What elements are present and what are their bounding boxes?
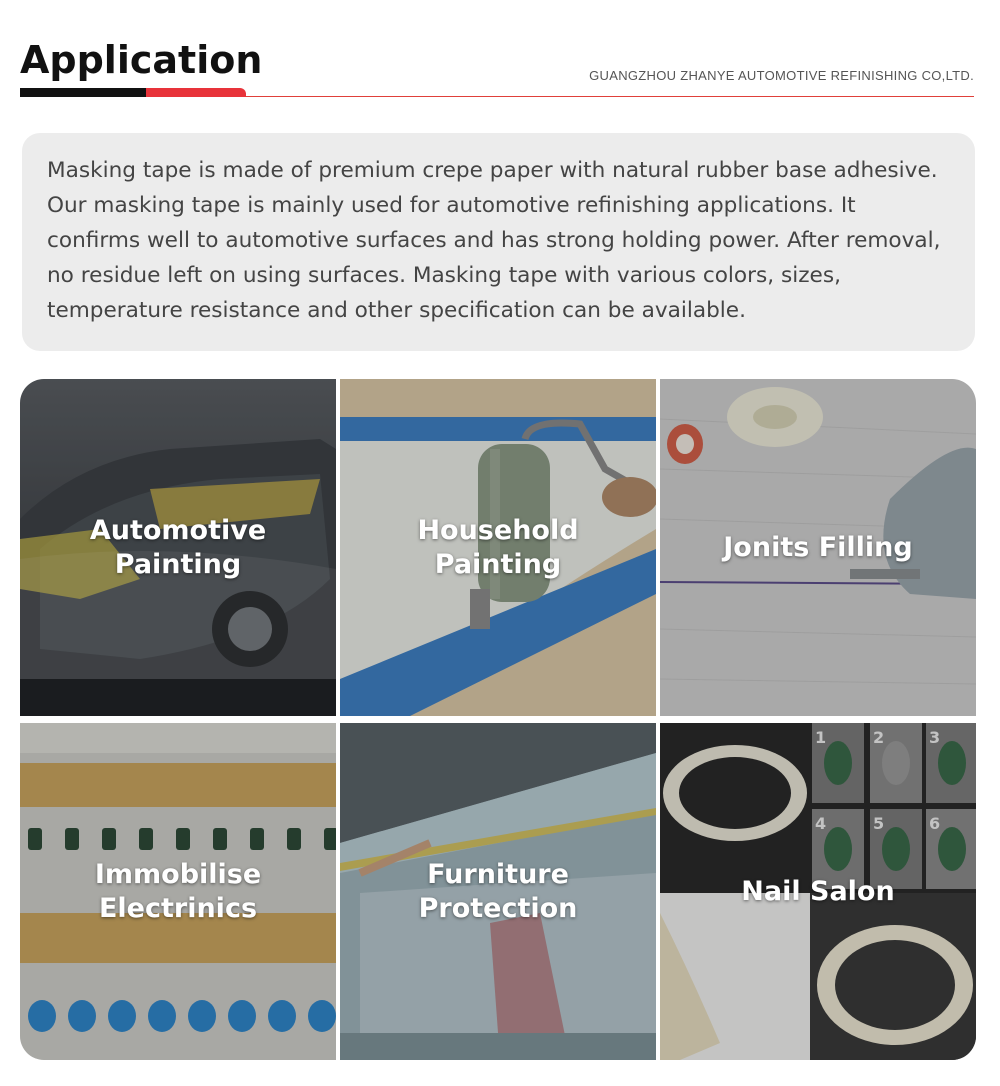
tile-label: Household Painting <box>417 514 579 580</box>
nail-step-4-number: 4 <box>815 814 827 833</box>
application-tile-automotive-painting[interactable] <box>20 379 336 716</box>
nail-step-3-number: 3 <box>929 728 941 747</box>
application-tile-nail-salon[interactable] <box>660 723 976 1060</box>
tile-label: Jonits Filling <box>723 531 913 563</box>
tile-label: Nail Salon <box>741 875 895 907</box>
title-underline-black <box>20 88 148 97</box>
company-name: GUANGZHOU ZHANYE AUTOMOTIVE REFINISHING CO,LTD. <box>589 68 974 83</box>
application-tile-household-painting[interactable] <box>340 379 656 716</box>
section-header <box>0 0 1000 100</box>
nail-step-5-number: 5 <box>873 814 885 833</box>
nail-step-6-number: 6 <box>929 814 941 833</box>
title-underline-red <box>146 88 246 97</box>
application-tile-joints-filling[interactable] <box>660 379 976 716</box>
nail-step-1-number: 1 <box>815 728 827 747</box>
intro-panel <box>22 133 975 351</box>
application-grid <box>20 379 976 1060</box>
tile-label: Furniture Protection <box>418 858 578 924</box>
tile-label: Immobilise Electrinics <box>94 858 262 924</box>
page-title: Application <box>20 38 263 82</box>
application-tile-furniture-protection[interactable] <box>340 723 656 1060</box>
nail-step-2-number: 2 <box>873 728 885 747</box>
application-tile-immobilise-electronics[interactable] <box>20 723 336 1060</box>
tile-label: Automotive Painting <box>89 514 267 580</box>
intro-text: Masking tape is made of premium crepe paper with natural rubber base adhesive. Our masking tape is mainly used for automotive refinishing applications. It confirms well to automotive surfaces and has strong holding power. After removal, no residue left on using surfaces. Masking tape with various colors, sizes, temperature resistance and other specification can be available. <box>47 158 941 323</box>
